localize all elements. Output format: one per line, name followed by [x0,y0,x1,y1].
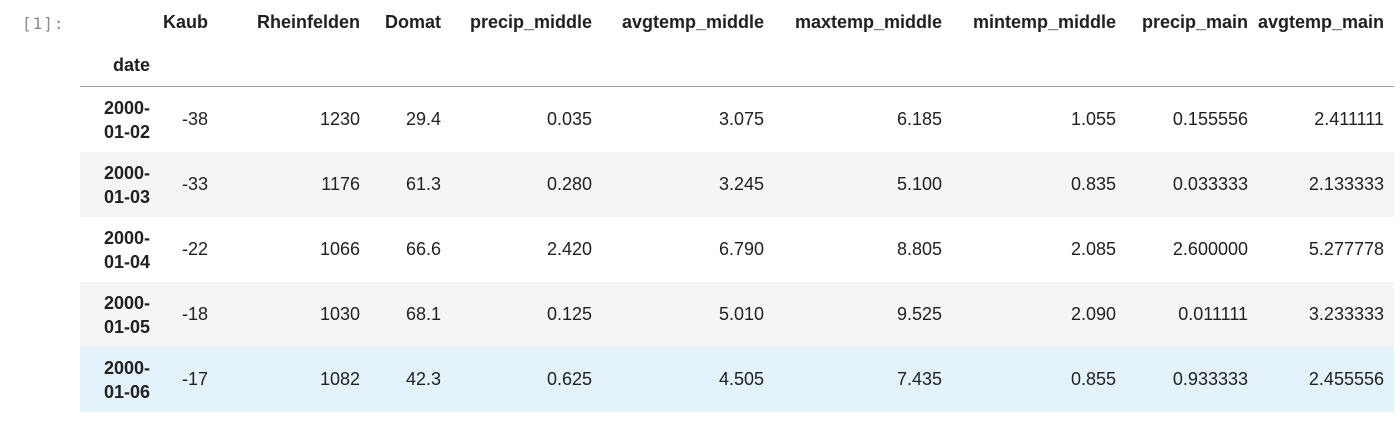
table-cell: 0.033333 [1172,174,1248,194]
table-cell: -18 [181,304,208,324]
table-cell: 5.010 [718,304,764,324]
table-cell: 9.525 [896,304,942,324]
dataframe-table [80,0,1394,412]
table-cell: 68.1 [405,304,441,324]
table-cell: 1176 [321,174,360,194]
table-cell: -22 [181,239,208,259]
table-cell: 3.245 [718,174,764,194]
column-header: mintemp_middle [972,11,1116,32]
table-row-hovered [80,347,1394,412]
table-cell: 2.455556 [1308,369,1384,389]
table-cell: 61.3 [405,174,441,194]
column-header-row [80,0,1394,44]
index-name-row [80,44,1394,87]
table-cell: 5.277778 [1308,239,1384,259]
table-cell: 0.280 [546,174,592,194]
index-name-header: date [80,44,160,87]
table-cell: 4.505 [718,369,764,389]
column-header: Domat [384,11,441,32]
table-cell: 2.600000 [1172,239,1248,259]
table-cell: 6.185 [896,109,942,129]
row-index-date: 2000- 01-02 [103,97,150,142]
table-cell: 0.035 [546,109,592,129]
table-cell: 66.6 [405,239,441,259]
table-cell: 42.3 [405,369,441,389]
table-cell: 2.085 [1070,239,1116,259]
table-cell: 1030 [319,304,360,324]
table-cell: 6.790 [718,239,764,259]
row-index-date: 2000- 01-05 [103,292,150,337]
table-cell: 2.133333 [1308,174,1384,194]
table-cell: 7.435 [896,369,942,389]
table-cell: -17 [181,369,208,389]
cell-output-area[interactable] [80,0,1400,440]
table-cell: 2.420 [546,239,592,259]
table-row [80,87,1394,153]
table-cell: 3.233333 [1308,304,1384,324]
table-cell: 0.625 [546,369,592,389]
cell-execution-prompt: [1]: [22,14,65,33]
column-header: precip_main [1141,11,1248,32]
column-header: Kaub [163,11,208,32]
table-cell: 3.075 [718,109,764,129]
row-index-date: 2000- 01-04 [103,227,150,272]
table-cell: 0.933333 [1172,369,1248,389]
row-index-date: 2000- 01-06 [103,357,150,402]
table-cell: -33 [181,174,208,194]
table-cell: 0.125 [546,304,592,324]
column-header: Rheinfelden [256,11,360,32]
table-cell: 5.100 [896,174,942,194]
table-cell: 1066 [319,239,360,259]
table-cell: 1230 [319,109,360,129]
index-header-blank [80,0,160,44]
table-cell: 0.155556 [1172,109,1248,129]
table-cell: 0.835 [1070,174,1116,194]
column-header: maxtemp_middle [794,11,942,32]
column-header: precip_middle [469,11,592,32]
table-cell: 2.411111 [1314,109,1384,129]
table-cell: 8.805 [896,239,942,259]
column-header: avgtemp_middle [621,11,764,32]
table-cell: 0.855 [1070,369,1116,389]
table-row [80,282,1394,347]
table-cell: 1082 [319,369,360,389]
column-header: avgtemp_main [1258,11,1385,32]
table-cell: -38 [181,109,208,129]
table-row [80,217,1394,282]
table-row [80,152,1394,217]
table-cell: 0.011111 [1178,304,1248,324]
table-cell: 2.090 [1070,304,1116,324]
row-index-date: 2000- 01-03 [103,162,150,207]
table-cell: 29.4 [405,109,441,129]
table-cell: 1.055 [1070,109,1116,129]
